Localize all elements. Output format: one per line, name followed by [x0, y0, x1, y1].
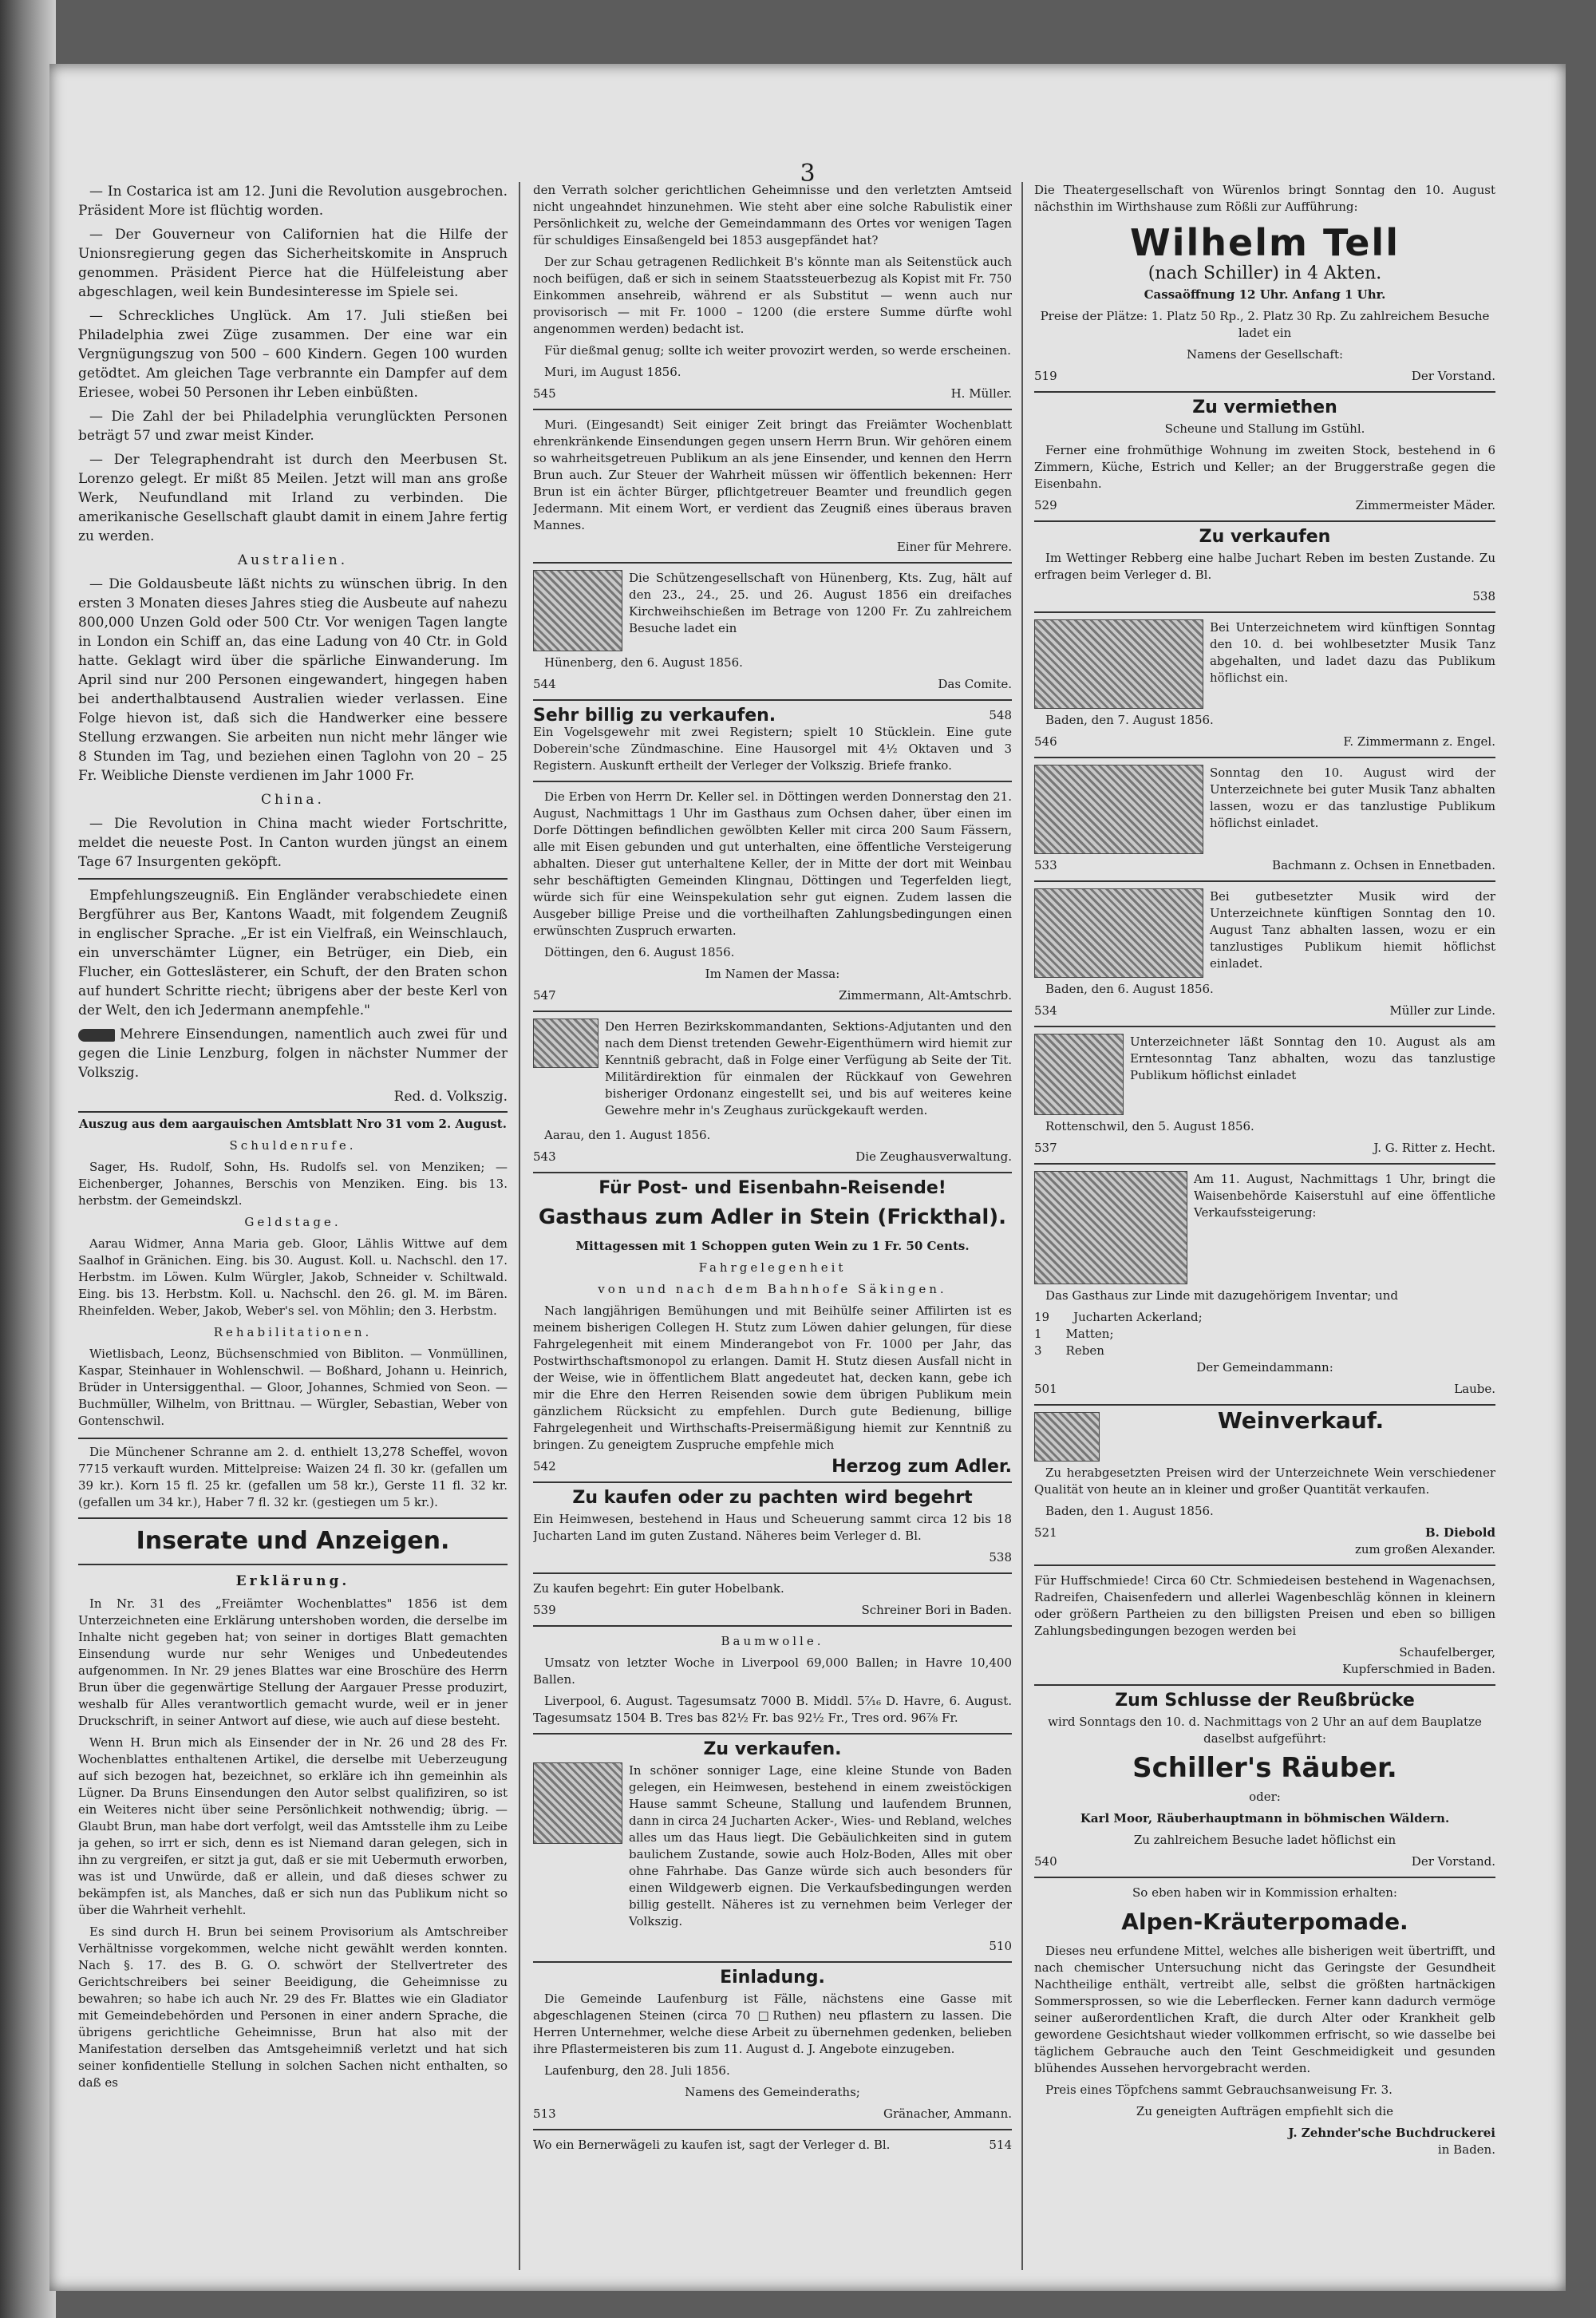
divider	[1034, 1877, 1495, 1878]
ad-text: Zu zahlreichem Besuche ladet höflichst ein	[1133, 1833, 1396, 1847]
place-date: Baden, den 1. August 1856.	[1045, 1504, 1214, 1518]
play-title: Wilhelm Tell	[1130, 221, 1400, 264]
signature-row	[1034, 1541, 1495, 1558]
ad-text: Die Theatergesellschaft von Würenlos bringt Sonntag den 10. August nächsthin im Wirthshause zum Rößli zur Aufführung:	[1034, 183, 1495, 214]
signature-row	[1034, 368, 1495, 385]
signature-row	[1034, 1525, 1495, 1541]
divider	[1034, 1564, 1495, 1566]
ad-text: Ein Heimwesen, bestehend in Haus und Scheuerung sammt circa 12 bis 18 Jucharten Land im guten Zustand. Näheres beim Verleger d. Bl.	[533, 1512, 1012, 1543]
divider	[533, 781, 1012, 782]
verkaufen-ad	[533, 1762, 1012, 1935]
listing: Sager, Hs. Rudolf, Sohn, Hs. Rudolfs sel. von Menziken; — Eichenberger, Johannes, Berschis von Menziken. Eing. bis 13. herbstm. der Gemeindskzl.	[78, 1160, 508, 1208]
ad-heading: Zu kaufen oder zu pachten wird begehrt	[572, 1488, 973, 1508]
dancers-woodcut	[1034, 888, 1203, 978]
ad-text: Bei gutbesetzter Musik wird der Unterzeichnete künftigen Sonntag den 10. August Tanz abhalten lassen, wozu er ein tanzlustiges Publikum hiemit höflichst einladet.	[1210, 889, 1495, 971]
ad-text: Nach langjährigen Bemühungen und mit Beihülfe seiner Affilirten ist es meinem bisherigen Collegen H. Stutz zum Löwen dahier gelungen, für diese Fahrgelegenheit mit einem Minderangebot von Fr. 1000 per Jahr, das Postwirthschaftsmonopol zu erlangen. Damit H. Stutz diesen Ausfall nicht in der Weise, wie in öffentlichem Blatt angedeutet hat, decken kann, gebe ich mir die Ehre den Herren Reisenden sowie dem übrigen Publikum mein gänzlichem Rücksicht zu empfehlen. Durch gute Bedienung, billige Fahrgelegenheit und Wirthschafts-Preisermäßigung hiemit zur Kenntniß zu bringen. Zu geneigtem Zuspruche empfehle mich	[533, 1303, 1012, 1452]
signature: Red. d. Volkszig.	[393, 1089, 508, 1105]
ad-text: Unterzeichneter läßt Sonntag den 10. August als am Erntesonntag Tanz abhalten, wozu das tanzlustige Publikum höflichst einladet	[1130, 1034, 1495, 1082]
ad-heading: Für Post- und Eisenbahn-Reisende!	[598, 1178, 946, 1198]
signature: zum großen Alexander.	[1354, 1542, 1495, 1557]
ad-text: Sonntag den 10. August wird der Unterzeichnete bei guter Musik Tanz abhalten lassen, wozu er das tanzlustige Publikum höflichst einladet.	[1210, 765, 1495, 830]
ad-number: 538	[1472, 589, 1495, 603]
section-title: Geldstage.	[244, 1215, 342, 1229]
erklaerung-text: Es sind durch H. Brun bei seinem Provisorium als Amtschreiber Verhältnisse vorgekommen, welche nicht gewählt werden konnten. Nach §. 17. des B. G. O. schwört der Stellvertreter des Gerichtschreibers bei seiner Beeidigung, die Geheimnisse zu bewahren; so habe ich auch Nr. 29 des Fr. Blattes wie ein Gladiator mit Gemeindebehörden und Personen in einer andern Sprache, die übrigens gerichtliche Geheimnisse, Brun hat also mit der Manifestation derselben das Amtsgeheimniß verletzt und hat sich seiner konfidentielle Stellung in solchen Sachen nicht enthalten, so daß es	[78, 1924, 508, 2090]
divider	[78, 1564, 508, 1565]
news-item: — Der Telegraphendraht ist durch den Meerbusen St. Lorenzo gelegt. Er mißt 85 Meilen. Jetzt will man ans große Werk, Neufundland mit Irland zu verbinden. Die amerikanische Gesellschaft glaubt damit in einem Jahre fertig zu werden.	[78, 452, 508, 544]
ad-heading: Zu verkaufen.	[703, 1739, 842, 1759]
ad-number: 533	[1034, 858, 1057, 872]
ad-number: 519	[1034, 369, 1057, 383]
ad-subtitle: von und nach dem Bahnhofe Säkingen.	[598, 1282, 947, 1296]
divider	[78, 1517, 508, 1519]
divider	[533, 1733, 1012, 1735]
news-item: — Schreckliches Unglück. Am 17. Juli stießen bei Philadelphia zwei Züge zusammen. Der eine war ein Vergnügungszug von 500 – 600 Kindern. Gegen 100 wurden getödtet. Am gleichen Tage verbrannte ein Dampfer auf dem Eriesee, wobei 50 Personen ihr Leben einbüßten.	[78, 308, 508, 401]
ad-number: 539	[533, 1603, 556, 1617]
signature: Schaufelberger,	[1399, 1645, 1495, 1659]
divider	[1034, 611, 1495, 613]
amtsblatt-box	[78, 1111, 508, 1439]
signature: Einer für Mehrere.	[896, 540, 1012, 554]
ad-text: Am 11. August, Nachmittags 1 Uhr, bringt die Waisenbehörde Kaiserstuhl auf eine öffentliche Verkaufssteigerung:	[1194, 1172, 1495, 1220]
ad-text: Wo ein Bernerwägeli zu kaufen ist, sagt der Verleger d. Bl.	[533, 2138, 891, 2152]
ad-subtitle: Karl Moor, Räuberhauptmann in böhmischen Wäldern.	[1080, 1811, 1450, 1826]
divider	[533, 699, 1012, 701]
signature-row	[1034, 2142, 1495, 2158]
wine-barrel-woodcut	[1034, 1412, 1100, 1462]
signature-row	[1034, 857, 1495, 874]
ad-text: Preise der Plätze: 1. Platz 50 Rp., 2. Platz 30 Rp. Zu zahlreichem Besuche ladet ein	[1040, 309, 1490, 340]
signature-row	[533, 2106, 1012, 2122]
ad-number: 537	[1034, 1141, 1057, 1155]
divider	[78, 878, 508, 880]
signature-row	[1034, 1853, 1495, 1870]
signature: Bachmann z. Ochsen in Ennetbaden.	[1272, 858, 1495, 872]
news-item: Die Münchener Schranne am 2. d. enthielt 13,278 Scheffel, wovon 7715 verkauft wurden. Mittelpreise: Waizen 24 fl. 30 kr. (gefallen um 39 kr.). Korn 15 fl. 25 kr. (gefallen um 58 kr.), Gerste 11 fl. 32 kr. (gefallen um 34 kr.), Haber 7 fl. 32 kr. (gestiegen um 5 kr.).	[78, 1445, 508, 1509]
crossed-rifles-woodcut	[533, 1019, 598, 1068]
section-title: China.	[261, 792, 325, 808]
signature: H. Müller.	[950, 386, 1012, 401]
signature-row	[78, 1087, 508, 1106]
signature: Gränacher, Ammann.	[883, 2106, 1012, 2121]
divider	[533, 409, 1012, 410]
signature-row	[1034, 588, 1495, 605]
news-item: — In Costarica ist am 12. Juni die Revolution ausgebrochen. Präsident More ist flüchtig worden.	[78, 184, 508, 219]
section-title: Schuldenrufe.	[229, 1138, 357, 1153]
divider	[533, 1481, 1012, 1483]
signature: J. G. Ritter z. Hecht.	[1373, 1141, 1495, 1155]
ad-text: Muri. (Eingesandt) Seit einiger Zeit bringt das Freiämter Wochenblatt ehrenkränkende Einsendungen gegen unsern Herrn Brun. Wir gehören einem so wahrheitsgetreuen Publikum an als jene Einsender, und kennen den Herrn Brun auch. Zur Steuer der Wahrheit müssen wir öffentlich bekennen: Herr Brun ist ein ächter Bürger, pflichtgetreuer Beamter und freundlich gegen Jedermann. Mit einem Wort, er verdient das Zeugniß eines überaus braven Mannes.	[533, 417, 1012, 532]
signature-row	[1034, 1381, 1495, 1398]
ad-text: oder:	[1249, 1790, 1281, 1804]
signature-row	[533, 1549, 1012, 1566]
amtsblatt-title: Auszug aus dem aargauischen Amtsblatt Nro 31 vom 2. August.	[79, 1117, 507, 1131]
ad-text: Preis eines Töpfchens sammt Gebrauchsanweisung Fr. 3.	[1045, 2083, 1393, 2097]
gant-list	[1034, 1309, 1495, 1359]
dancers-woodcut	[1034, 619, 1203, 709]
signature: Müller zur Linde.	[1389, 1003, 1495, 1018]
signature-row	[1034, 1140, 1495, 1157]
ad-number: 545	[533, 386, 556, 401]
ad-text: Im Wettinger Rebberg eine halbe Juchart Reben im besten Zustande. Zu erfragen beim Verleger d. Bl.	[1034, 551, 1495, 582]
shooting-target-woodcut	[533, 570, 622, 651]
divider	[1034, 1404, 1495, 1406]
inn-building-woodcut	[1034, 1171, 1187, 1284]
signature: Zimmermeister Mäder.	[1355, 498, 1495, 512]
signature: B. Diebold	[1424, 1525, 1495, 1540]
divider	[533, 2129, 1012, 2130]
pointing-hand-icon	[78, 1029, 115, 1042]
wein-ad	[1034, 1407, 1495, 1462]
section-title: Australien.	[237, 552, 349, 568]
erklaerung-title: Erklärung.	[235, 1573, 350, 1589]
signature: J. Zehnder'sche Buchdruckerei	[1288, 2126, 1495, 2140]
divider	[533, 562, 1012, 564]
divider	[533, 1172, 1012, 1173]
signature-row	[533, 1458, 1012, 1475]
tanz-ad	[1034, 765, 1495, 854]
signature: Das Comite.	[938, 677, 1012, 691]
tanz-ad	[1034, 888, 1495, 978]
ad-subtitle: Mittagessen mit 1 Schoppen guten Wein zu 1 Fr. 50 Cents.	[575, 1239, 970, 1253]
erklaerung-continued: den Verrath solcher gerichtlichen Geheimnisse und den verletzten Amtseid nicht ungeahndet hinzunehmen. Wie steht aber eine solche Rabulistik einer Persönlichkeit zu, welche der Gemeindammann des Ortes vor wenigen Tagen für schuldiges Einsaßengeld bei 1853 ausgepfändet hat?	[533, 183, 1012, 247]
ad-text: Das Gasthaus zur Linde mit dazugehörigem Inventar; und	[1045, 1288, 1399, 1303]
ad-text: In schöner sonniger Lage, eine kleine Stunde von Baden gelegen, ein Heimwesen, bestehend in einem zweistöckigen Hause sammt Scheune, Stallung und laufendem Brunnen, dann in circa 24 Jucharten Acker-, Wies- und Rebland, welches alles um das Haus liegt. Die Gebäulichkeiten sind in gutem baulichem Zustande, sowie auch Holz-Boden, Alles mit ober ohne Fahrhabe. Das Ganze würde sich auch besonders für einen Wildgewerb eignen. Die Verkaufsbedingungen werden billig gestellt. Näheres ist zu vernehmen beim Verleger der Volkszig.	[629, 1763, 1012, 1928]
ad-heading: Zum Schlusse der Reußbrücke	[1115, 1691, 1415, 1711]
divider	[1034, 757, 1495, 758]
ad-number: 521	[1034, 1525, 1057, 1540]
ad-number: 538	[989, 1550, 1012, 1564]
ad-title: Gasthaus zum Adler in Stein (Frickthal).	[538, 1205, 1007, 1229]
musicians-woodcut	[1034, 765, 1203, 854]
signature-row	[1034, 1661, 1495, 1678]
list-item: 3 Reben	[1034, 1343, 1104, 1358]
section-title: Baumwolle.	[721, 1634, 824, 1648]
place-date: Baden, den 6. August 1856.	[1045, 982, 1214, 996]
ad-text: wird Sonntags den 10. d. Nachmittags von 2 Uhr an auf dem Bauplatze daselbst aufgeführt:	[1048, 1715, 1482, 1746]
divider	[533, 1961, 1012, 1963]
signature: Schreiner Bori in Baden.	[861, 1603, 1012, 1617]
signature: F. Zimmermann z. Engel.	[1343, 734, 1495, 749]
signature-row	[533, 2137, 1012, 2154]
place-date: Baden, den 7. August 1856.	[1045, 713, 1214, 727]
signature-row	[533, 987, 1012, 1004]
signature: Laube.	[1454, 1382, 1495, 1396]
signature-pre: Namens der Gesellschaft:	[1186, 347, 1344, 362]
place-date: Rottenschwil, den 5. August 1856.	[1045, 1119, 1254, 1133]
signature-row	[1034, 497, 1495, 514]
erklaerung-text: In Nr. 31 des „Freiämter Wochenblattes" 1856 ist dem Unterzeichneten eine Erklärung untershoben worden, die derselbe im Inhalte nicht gegeben hat; von seiner in dortiges Blatt gemachten Einsendung wurde nur sehr Weniges und Unbedeutendes aufgenommen. In Nr. 29 jenes Blattes war eine Broschüre des Herrn Brun über die gegenwärtige Stellung der Aargauer Presse produzirt, weshalb für Alles verantwortlich gemacht wurde, weil er in jener Druckschrift, in seiner Antwort auf diese, wie auch auf diese besteht.	[78, 1596, 508, 1728]
ad-heading: Weinverkauf.	[1217, 1407, 1385, 1434]
signature-row	[533, 386, 1012, 402]
signature-row	[533, 676, 1012, 693]
ad-number: 540	[1034, 1854, 1057, 1869]
ad-number: 548	[989, 708, 1012, 722]
ad-number: 513	[533, 2106, 556, 2121]
place-date: Döttingen, den 6. August 1856.	[544, 945, 735, 959]
listing: Wietlisbach, Leonz, Büchsenschmied von Bibliton. — Vonmüllinen, Kaspar, Steinhauer in Wohlenschwil. — Boßhard, Johann u. Heinrich, Brüder in Untersiggenthal. — Gloor, Johannes, Schmied von Seon. — Buchmüller, Wilhelm, von Brittnau. — Würgler, Sebastian, Weber von Gontenschwil.	[78, 1347, 508, 1428]
divider	[1034, 1026, 1495, 1027]
signature: Zimmermann, Alt-Amtschrb.	[839, 988, 1012, 1003]
divider	[1034, 520, 1495, 522]
ad-heading: Sehr billig zu verkaufen.	[533, 706, 776, 726]
ad-text: Ein Vogelsgewehr mit zwei Registern; spielt 10 Stücklein. Eine gute Doberein'sche Zündmaschine. Eine Hausorgel mit 4½ Oktaven und 3 Registern. Auskunft ertheilt der Verleger der Volkszig. Briefe franko.	[533, 725, 1012, 773]
ad-text: Umsatz von letzter Woche in Liverpool 69,000 Ballen; in Havre 10,400 Ballen.	[533, 1655, 1012, 1687]
signature-pre: Der Gemeindammann:	[1196, 1360, 1333, 1375]
ad-text: Zu herabgesetzten Preisen wird der Unterzeichnete Wein verschiedener Qualität von heute an in kleiner und großer Quantität verkaufen.	[1034, 1466, 1495, 1497]
ad-number: 529	[1034, 498, 1057, 512]
divider	[1034, 391, 1495, 393]
column-rule	[519, 182, 520, 2270]
news-item: — Die Revolution in China macht wieder Fortschritte, meldet die neueste Post. In Canton wurden jüngst an einem Tage 67 Insurgenten geköpft.	[78, 816, 508, 870]
ad-text: Bei Unterzeichnetem wird künftigen Sonntag den 10. d. bei wohlbesetzter Musik Tanz abgehalten, und ladet dazu das Publikum höflichst ein.	[1210, 620, 1495, 685]
signature: Der Vorstand.	[1411, 369, 1495, 383]
signature-row	[1034, 734, 1495, 750]
ad-subtitle: Fahrgelegenheit	[698, 1260, 847, 1275]
ad-text: Ferner eine frohmüthige Wohnung im zweiten Stock, bestehend in 6 Zimmern, Küche, Estrich und Keller; an der Bruggerstraße gegen die Eisenbahn.	[1034, 443, 1495, 491]
erklaerung-text: Wenn H. Brun mich als Einsender der in Nr. 26 und 28 des Fr. Wochenblattes enthaltenen Artikel, die derselbe mit Ueberzeugung auf sich bezogen hat, bezeichnet, so erkläre ich ihn gemeinhin als Lügner. Da Bruns Einsendungen den Autor selbst qualifiziren, so ist ein Weiteres nicht über seine Persönlichkeit nothwendig; übrig. — Glaubt Brun, man habe dort verfolgt, weil das Amtsstelle ihm zu Leibe ja gehen, so irrt er sich, denn es ist Niemand daran gelegen, sich in ihn zu vergreifen, er sitzt ja gut, daß er sie mit Uebermuth erworben, was ist und Unwürde, daß er allein, und daß dieses schwer zu bekämpfen ist, als Manches, daß er sich nun das Publikum nicht so über die Wahrheit verhehlt.	[78, 1735, 508, 1917]
divider	[533, 1011, 1012, 1012]
ad-number: 546	[1034, 734, 1057, 749]
ad-number: 534	[1034, 1003, 1057, 1018]
ad-text: Die Erben von Herrn Dr. Keller sel. in Döttingen werden Donnerstag den 21. August, Nachmittags 1 Uhr im Gasthaus zum Ochsen daher, über einen im Dorfe Döttingen befindlichen gewölbten Keller mit circa 200 Saum Fässern, alle mit Eisen gebunden und gut unterhalten, eine öffentliche Versteigerung abhalten. Dieser gut unterhaltene Keller, der in Mitte der dort mit Weinbau sehr beschäftigten Gemeinden Klingnau, Döttingen und Tegerfelden liegt, würde sich für eine Weinspekulation sehr gut eignen. Zudem lassen die Ausgeber billige Preise und die vortheilhaften Zahlungsbedingungen einen erwünschten Zuspruch erwarten.	[533, 789, 1012, 938]
signature-pre: Im Namen der Massa:	[705, 967, 840, 981]
editor-note: Mehrere Einsendungen, namentlich auch zwei für und gegen die Linie Lenzburg, folgen in nächster Nummer der Volkszig.	[78, 1026, 508, 1081]
schuetzen-ad	[533, 570, 1012, 651]
column-1	[78, 182, 508, 2270]
signature-row	[533, 1602, 1012, 1619]
divider	[533, 1572, 1012, 1574]
ad-number: 514	[989, 2138, 1012, 2152]
ad-subtitle: Cassaöffnung 12 Uhr. Anfang 1 Uhr.	[1144, 287, 1386, 302]
place-date: Laufenburg, den 28. Juli 1856.	[544, 2063, 730, 2078]
listing: Aarau Widmer, Anna Maria geb. Gloor, Lählis Wittwe auf dem Saalhof in Gränichen. Eing. bis 30. August. Koll. u. Nachschl. den 17. Herbstm. im Löwen. Kulm Würgler, Jakob, Schneider v. Schiltwald. Eing. bis 13. Herbstm. Koll. u. Nachschl. den 26. gl. M. im Bären. Rheinfelden. Weber, Jakob, Weber's sel. von Möhlin; den 3. Herbstm.	[78, 1236, 508, 1318]
ad-number: 501	[1034, 1382, 1057, 1396]
ad-text: Die Gemeinde Laufenburg ist Fälle, nächstens eine Gasse mit abgeschlagenen Steinen (circa 70 □Ruthen) neu pflastern zu lassen. Die Herren Unternehmer, welche diese Arbeit zu übernehmen gedenken, belieben ihre Pflastermeisteren bis zum 11. August d. J. Angebote einzugeben.	[533, 1992, 1012, 2056]
ad-text: So eben haben wir in Kommission erhalten:	[1132, 1885, 1397, 1900]
signature: Kupferschmied in Baden.	[1342, 1662, 1495, 1676]
news-item: — Die Zahl der bei Philadelphia verunglückten Personen beträgt 57 und zwar meist Kinder.	[78, 409, 508, 444]
signature-pre: Namens des Gemeinderaths;	[685, 2085, 860, 2099]
tanz-ad	[1034, 619, 1495, 709]
ad-number: 544	[533, 677, 556, 691]
section-title: Rehabilitationen.	[213, 1325, 373, 1339]
inserate-heading: Inserate und Anzeigen.	[136, 1527, 450, 1555]
gant-ad	[1034, 1171, 1495, 1284]
ad-heading: Zu vermiethen	[1192, 398, 1337, 417]
book-gutter	[0, 0, 56, 2318]
signature: Herzog zum Adler.	[832, 1457, 1012, 1477]
musicians-woodcut	[1034, 1034, 1124, 1115]
ad-text: Die Schützengesellschaft von Hünenberg, Kts. Zug, hält auf den 23., 24., 25. und 26. August 1856 ein dreifaches Kirchweihschießen im Betrage von 1200 Fr. Zu zahlreichem Besuche ladet ein	[629, 571, 1012, 635]
ad-text: Zu geneigten Aufträgen empfiehlt sich die	[1136, 2104, 1394, 2118]
ad-heading: Zu verkaufen	[1199, 527, 1331, 547]
ad-number: 542	[533, 1459, 556, 1473]
ad-text: Zu kaufen begehrt: Ein guter Hobelbank.	[533, 1581, 784, 1596]
column-3	[1034, 182, 1495, 2270]
divider	[1034, 1684, 1495, 1686]
divider	[1034, 880, 1495, 882]
ad-text: Für Huffschmiede! Circa 60 Ctr. Schmiedeisen bestehend in Wagenachsen, Radreifen, Chaisenfedern und allerlei Wagenbeschläg können in kleinern oder größern Partheien zu den billigsten Preisen und eben so billigen Zahlungsbedingungen bezogen werden bei	[1034, 1573, 1495, 1638]
news-item: Empfehlungszeugniß. Ein Engländer verabschiedete einen Bergführer aus Ber, Kantons Waadt, mit folgendem Zeugniß in englischer Sprache. „Er ist ein Vielfraß, ein Weinschlauch, ein unverschämter Lügner, ein Betrüger, ein Dieb, ein Flucher, ein Gotteslästerer, ein Schuft, der den Braten schon auf hundert Schritte riecht; übrigens aber der beste Kerl von der Welt, den ich Jedermann anempfehle."	[78, 888, 508, 1019]
ad-number: 543	[533, 1149, 556, 1164]
ad-subtitle: Scheune und Stallung im Gstühl.	[1164, 421, 1365, 436]
signature-row	[533, 1149, 1012, 1165]
news-item: — Der Gouverneur von Californien hat die Hilfe der Unionsregierung gegen das Sicherheitskomite in Anspruch genommen. Präsident Pierce hat die Hülfeleistung aber abgeschlagen, weil kein Bundesinteresse im Spiele sei.	[78, 227, 508, 300]
erklaerung-continued: Für dießmal genug; sollte ich weiter provozirt werden, so werde erscheinen.	[544, 343, 1011, 358]
ad-text: Dieses neu erfundene Mittel, welches alle bisherigen weit übertrifft, und nach chemischer Untersuchung nicht das Geringste der Gesundheit Nachtheilige enthält, vertreibt alle, selbst die größten hartnäckigen Sommersprossen, so wie die Leberflecken. Ferner kann dadurch vermöge seiner außerordentlichen Kraft, die durch Alter oder Krankheit gelb gewordene Gesichtshaut wieder vollkommen erfrischt, so wie dasselbe bei täglichem Gebrauche auch den Teint Geschmeidigkeit und gesunden blühendes Aussehen hervorgebracht werden.	[1034, 1944, 1495, 2075]
zeughaus-ad	[533, 1019, 1012, 1124]
ad-title: Alpen-Kräuterpomade.	[1121, 1909, 1408, 1935]
ad-text: Liverpool, 6. August. Tagesumsatz 7000 B. Middl. 5⁷⁄₁₆ D. Havre, 6. August. Tagesumsatz 1504 B. Tres bas 82½ Fr. bas 92½ Fr., Tres ord. 96⅞ Fr.	[533, 1694, 1012, 1725]
news-item: — Die Goldausbeute läßt nichts zu wünschen übrig. In den ersten 3 Monaten dieses Jahres stieg die Ausbeute auf nahezu 800,000 Unzen Gold oder 500 Ctr. Vor wenigen Tagen langte in London ein Schiff an, das eine Ladung von 40 Ctr. in Gold hatte. Geklagt wird über die spärliche Einwanderung. Im April sind nur 200 Personen eingewandert, hingegen haben bei anderthalbtausend Australien wieder verlassen. Eine Folge hievon ist, daß sich die Handwerker eine bessere Stellung erzwangen. Sie arbeiten nun nicht mehr länger wie 8 Stunden im Tag, und beziehen einen Taglohn von 20 – 25 Fr. Weibliche Dienste verdienen im Jahr 1000 Fr.	[78, 576, 508, 784]
list-item: 1 Matten;	[1034, 1327, 1114, 1341]
column-2	[533, 182, 1012, 2270]
place-date: Aarau, den 1. August 1856.	[544, 1128, 711, 1142]
place-date: Hünenberg, den 6. August 1856.	[544, 655, 743, 670]
signature-row	[533, 539, 1012, 556]
signature: in Baden.	[1437, 2142, 1495, 2157]
list-item: 19 Jucharten Ackerland;	[1034, 1310, 1203, 1324]
ad-number: 510	[989, 1939, 1012, 1953]
ad-heading: Einladung.	[720, 1968, 825, 1988]
signature: Die Zeughausverwaltung.	[855, 1149, 1012, 1164]
ad-text: Den Herren Bezirkskommandanten, Sektions-Adjutanten und den nach dem Dienst tretenden Gewehr-Eigenthümern wird hiemit zur Kenntniß gebracht, daß in Folge einer Verfügung ab Seite der Tit. Militärdirektion für einmalen der Rückkauf von Gewehren bisheriger Ordonanz eingestellt sei, und bis auf weiteres keine Gewehre mehr in's Zeughaus zurückgekauft werden.	[605, 1019, 1012, 1117]
tanz-ad	[1034, 1034, 1495, 1115]
divider	[533, 1625, 1012, 1627]
ad-number: 547	[533, 988, 556, 1003]
ad-subtitle: (nach Schiller) in 4 Akten.	[1148, 263, 1382, 283]
play-title: Schiller's Räuber.	[1132, 1752, 1397, 1784]
signature: Der Vorstand.	[1411, 1854, 1495, 1869]
signature-row	[1034, 1644, 1495, 1661]
ad-heading-row	[533, 707, 1012, 724]
signature-row	[1034, 1003, 1495, 1019]
signature-row	[533, 1938, 1012, 1955]
erklaerung-continued: Der zur Schau getragenen Redlichkeit B's könnte man als Seitenstück auch noch beifügen, daß er sich in seinem Staatssteuerbezug als Kopist mit Fr. 750 Einkommen ansehreib, während er als Substitut — wenn auch nur provisorisch — mit Fr. 1000 – 1200 (die erstere Summe dürfte wohl angenommen werden) bedacht ist.	[533, 255, 1012, 336]
signature-row	[1034, 2125, 1495, 2142]
farmhouse-woodcut	[533, 1762, 622, 1844]
divider	[1034, 1163, 1495, 1165]
column-rule	[1021, 182, 1023, 2270]
place-date: Muri, im August 1856.	[544, 365, 681, 379]
page-number: 3	[800, 160, 816, 188]
